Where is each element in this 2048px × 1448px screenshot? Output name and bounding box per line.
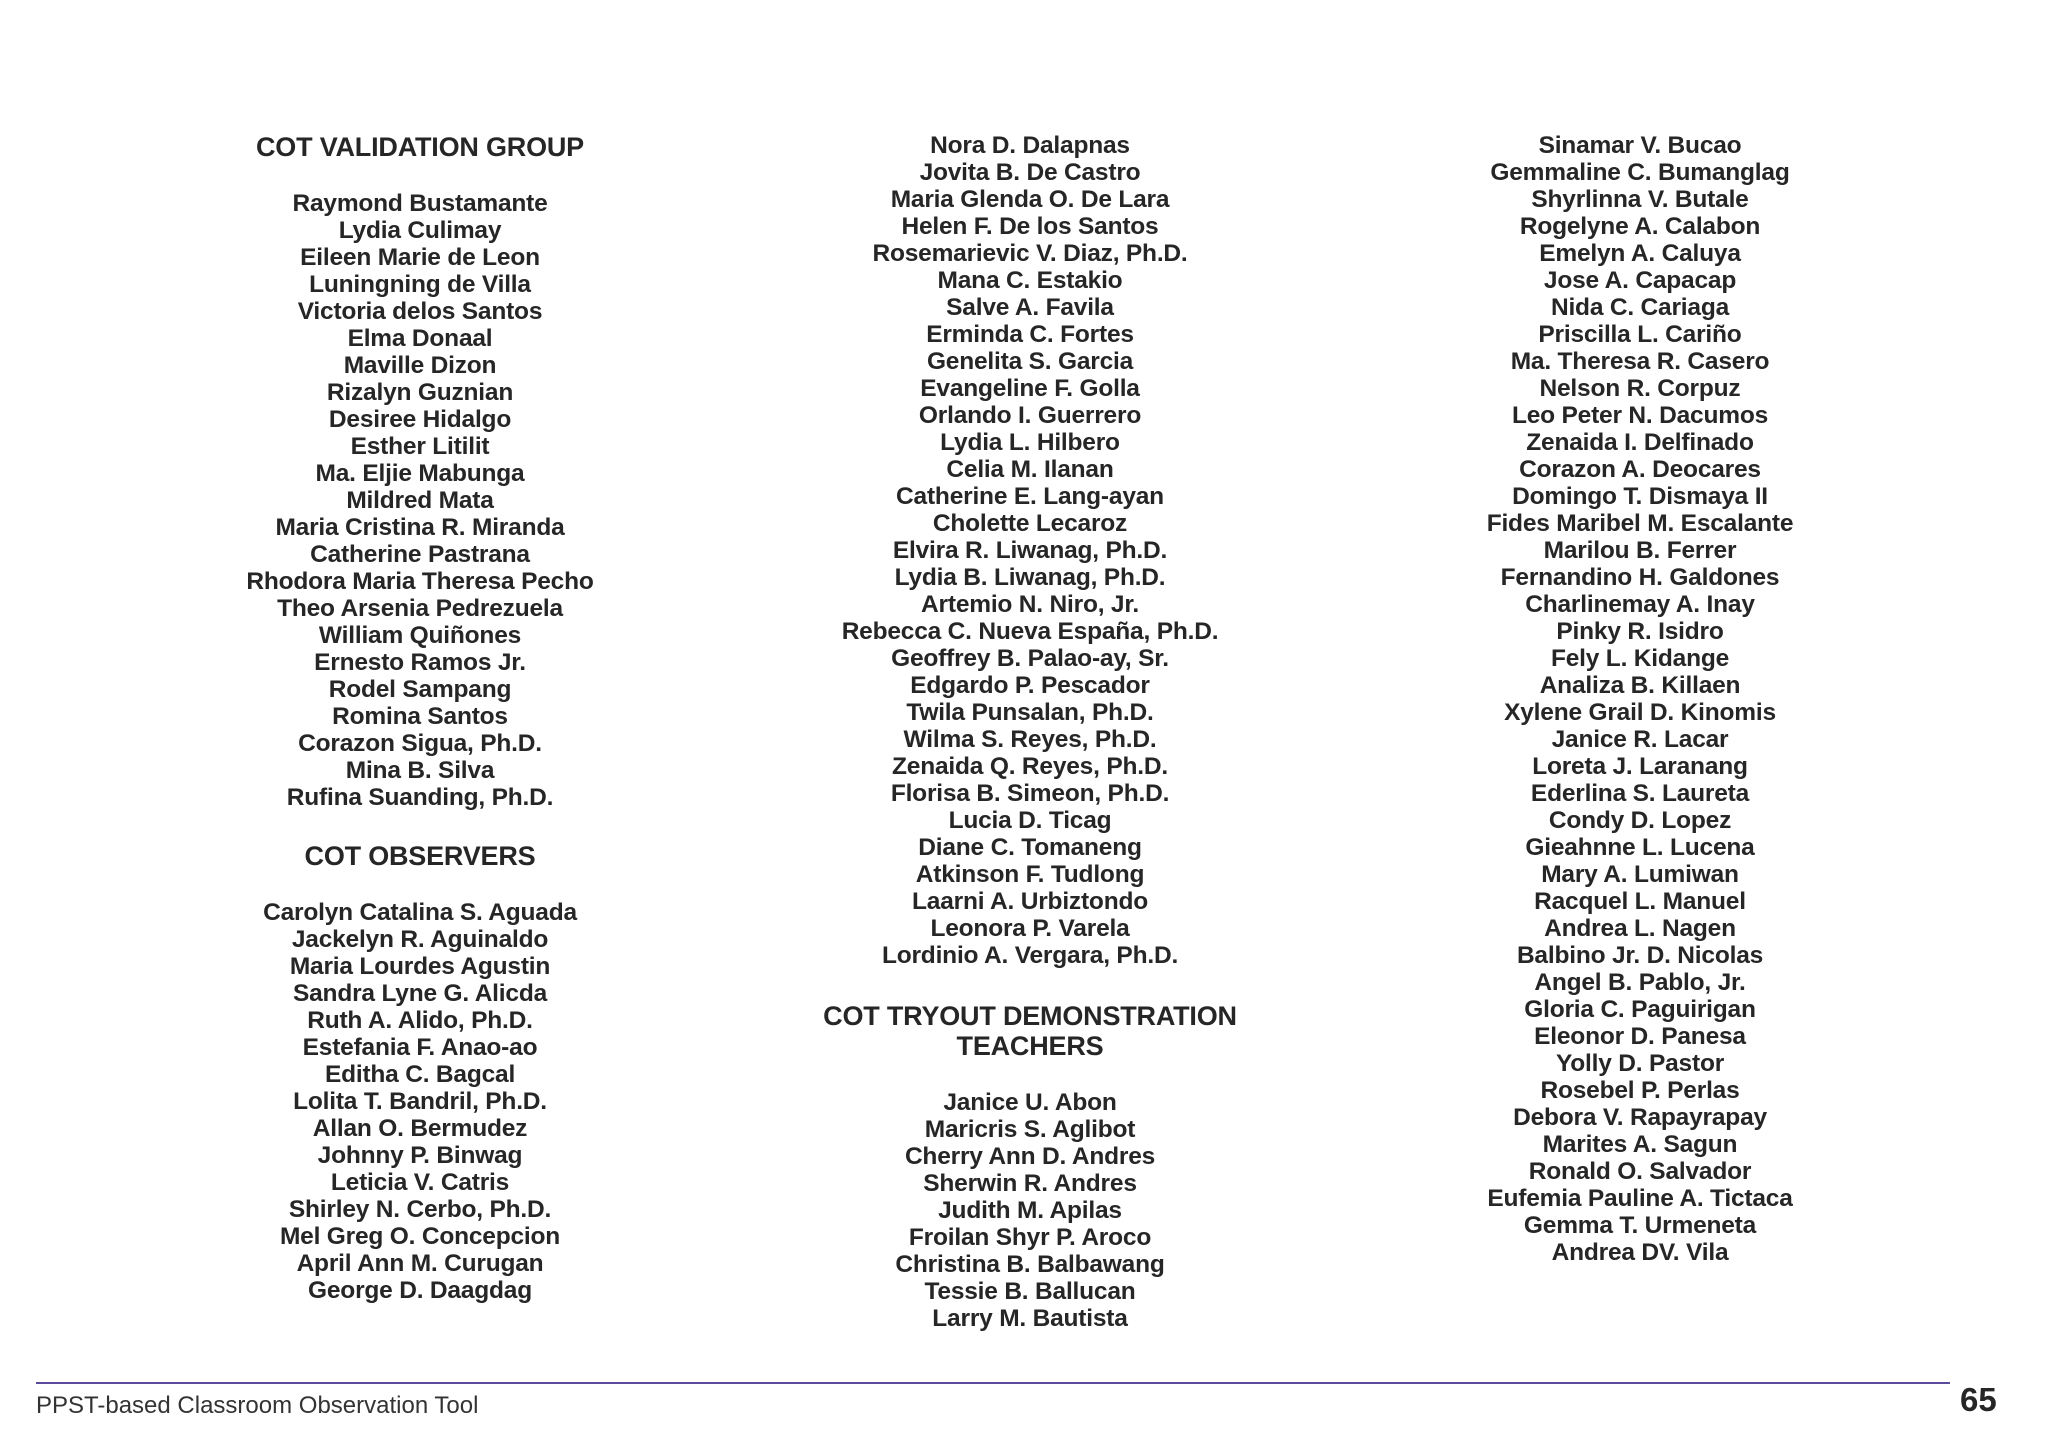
list-item: Salve A. Favila: [946, 294, 1114, 321]
list-item: Tessie B. Ballucan: [924, 1278, 1136, 1305]
list-item: Rosemarievic V. Diaz, Ph.D.: [872, 240, 1188, 267]
list-item: Yolly D. Pastor: [1555, 1050, 1725, 1077]
tryout-teachers-list: [810, 1089, 1250, 1332]
footer-document-title: PPST-based Classroom Observation Tool: [36, 1392, 479, 1419]
list-item: Analiza B. Killaen: [1539, 672, 1741, 699]
list-item: Rhodora Maria Theresa Pecho: [246, 568, 594, 595]
list-item: Ruth A. Alido, Ph.D.: [307, 1007, 533, 1034]
list-item: Rebecca C. Nueva España, Ph.D.: [841, 618, 1219, 645]
list-item: Sinamar V. Bucao: [1538, 132, 1742, 159]
observers-list: [230, 899, 610, 1304]
list-item: Ederlina S. Laureta: [1530, 780, 1750, 807]
list-item: Gemmaline C. Bumanglag: [1490, 159, 1790, 186]
list-item: Angel B. Pablo, Jr.: [1534, 969, 1746, 996]
list-item: Janice R. Lacar: [1551, 726, 1729, 753]
list-item: Fides Maribel M. Escalante: [1486, 510, 1794, 537]
list-item: Janice U. Abon: [943, 1089, 1117, 1116]
validation-group-list: [230, 190, 610, 811]
list-item: Helen F. De los Santos: [901, 213, 1159, 240]
list-item: Gieahnne L. Lucena: [1525, 834, 1755, 861]
list-item: Condy D. Lopez: [1548, 807, 1732, 834]
list-item: Cholette Lecaroz: [932, 510, 1128, 537]
list-item: Allan O. Bermudez: [312, 1115, 528, 1142]
list-item: Wilma S. Reyes, Ph.D.: [903, 726, 1157, 753]
list-item: April Ann M. Curugan: [296, 1250, 544, 1277]
list-item: Elvira R. Liwanag, Ph.D.: [892, 537, 1168, 564]
heading-observers: COT OBSERVERS: [304, 841, 536, 871]
list-item: Zenaida I. Delfinado: [1526, 429, 1754, 456]
list-item: Leonora P. Varela: [930, 915, 1130, 942]
list-item: Judith M. Apilas: [938, 1197, 1122, 1224]
list-item: Elma Donaal: [347, 325, 493, 352]
list-item: Diane C. Tomaneng: [918, 834, 1142, 861]
list-item: Domingo T. Dismaya II: [1512, 483, 1768, 510]
list-item: Debora V. Rapayrapay: [1513, 1104, 1767, 1131]
list-item: Leo Peter N. Dacumos: [1511, 402, 1769, 429]
list-item: Victoria delos Santos: [297, 298, 543, 325]
list-item: Jovita B. De Castro: [919, 159, 1141, 186]
observers-list-continued: [810, 132, 1250, 969]
list-item: Rodel Sampang: [328, 676, 512, 703]
list-item: Marites A. Sagun: [1542, 1131, 1738, 1158]
list-item: Christina B. Balbawang: [895, 1251, 1165, 1278]
list-item: Charlinemay A. Inay: [1525, 591, 1755, 618]
list-item: Rogelyne A. Calabon: [1519, 213, 1761, 240]
list-item: Ma. Eljie Mabunga: [315, 460, 525, 487]
list-item: Editha C. Bagcal: [324, 1061, 516, 1088]
list-item: Sandra Lyne G. Alicda: [292, 980, 548, 1007]
list-item: Carolyn Catalina S. Aguada: [263, 899, 577, 926]
list-item: Ronald O. Salvador: [1528, 1158, 1752, 1185]
list-item: Zenaida Q. Reyes, Ph.D.: [892, 753, 1168, 780]
list-item: Sherwin R. Andres: [923, 1170, 1137, 1197]
list-item: Johnny P. Binwag: [317, 1142, 523, 1169]
list-item: Emelyn A. Caluya: [1539, 240, 1741, 267]
list-item: Ma. Theresa R. Casero: [1510, 348, 1770, 375]
list-item: Catherine Pastrana: [310, 541, 530, 568]
list-item: Shyrlinna V. Butale: [1531, 186, 1749, 213]
list-item: Jose A. Capacap: [1543, 267, 1737, 294]
list-item: Erminda C. Fortes: [926, 321, 1134, 348]
list-item: Lydia L. Hilbero: [940, 429, 1120, 456]
tryout-teachers-list-continued: [1440, 132, 1840, 1266]
list-item: Eileen Marie de Leon: [300, 244, 540, 271]
list-item: Nelson R. Corpuz: [1539, 375, 1741, 402]
list-item: Eufemia Pauline A. Tictaca: [1487, 1185, 1793, 1212]
list-item: Jackelyn R. Aguinaldo: [291, 926, 549, 953]
list-item: Nida C. Cariaga: [1550, 294, 1730, 321]
list-item: Evangeline F. Golla: [920, 375, 1140, 402]
list-item: Priscilla L. Cariño: [1538, 321, 1742, 348]
list-item: Loreta J. Laranang: [1532, 753, 1748, 780]
list-item: Larry M. Bautista: [932, 1305, 1128, 1332]
list-item: Lolita T. Bandril, Ph.D.: [293, 1088, 547, 1115]
list-item: Ernesto Ramos Jr.: [314, 649, 526, 676]
list-item: Edgardo P. Pescador: [910, 672, 1150, 699]
list-item: Andrea DV. Vila: [1551, 1239, 1729, 1266]
list-item: Corazon A. Deocares: [1519, 456, 1761, 483]
list-item: Romina Santos: [332, 703, 508, 730]
list-item: Orlando I. Guerrero: [918, 402, 1142, 429]
list-item: Fernandino H. Galdones: [1500, 564, 1780, 591]
list-item: Mildred Mata: [346, 487, 494, 514]
page-number: 65: [1960, 1381, 1997, 1418]
list-item: Rosebel P. Perlas: [1540, 1077, 1740, 1104]
list-item: Gemma T. Urmeneta: [1523, 1212, 1757, 1239]
list-item: Marilou B. Ferrer: [1543, 537, 1737, 564]
column-right: [1440, 132, 1840, 1266]
list-item: Corazon Sigua, Ph.D.: [298, 730, 542, 757]
list-item: Maville Dizon: [343, 352, 497, 379]
list-item: Mel Greg O. Concepcion: [279, 1223, 561, 1250]
list-item: Catherine E. Lang-ayan: [896, 483, 1164, 510]
list-item: Geoffrey B. Palao-ay, Sr.: [891, 645, 1169, 672]
list-item: Luningning de Villa: [309, 271, 531, 298]
list-item: Fely L. Kidange: [1550, 645, 1730, 672]
list-item: Mina B. Silva: [345, 757, 495, 784]
list-item: Pinky R. Isidro: [1556, 618, 1724, 645]
heading-tryout-teachers: COT TRYOUT DEMONSTRATION TEACHERS: [823, 1001, 1237, 1061]
list-item: Shirley N. Cerbo, Ph.D.: [288, 1196, 552, 1223]
list-item: Xylene Grail D. Kinomis: [1504, 699, 1776, 726]
list-item: Artemio N. Niro, Jr.: [921, 591, 1139, 618]
list-item: Rufina Suanding, Ph.D.: [286, 784, 554, 811]
list-item: Leticia V. Catris: [330, 1169, 510, 1196]
list-item: Maricris S. Aglibot: [924, 1116, 1136, 1143]
list-item: Florisa B. Simeon, Ph.D.: [890, 780, 1170, 807]
list-item: Nora D. Dalapnas: [930, 132, 1130, 159]
list-item: Balbino Jr. D. Nicolas: [1516, 942, 1764, 969]
list-item: Eleonor D. Panesa: [1534, 1023, 1746, 1050]
list-item: Desiree Hidalgo: [328, 406, 512, 433]
list-item: Theo Arsenia Pedrezuela: [277, 595, 563, 622]
list-item: Lydia B. Liwanag, Ph.D.: [894, 564, 1166, 591]
list-item: Maria Glenda O. De Lara: [890, 186, 1170, 213]
list-item: Atkinson F. Tudlong: [915, 861, 1145, 888]
list-item: Mary A. Lumiwan: [1541, 861, 1739, 888]
list-item: Lucia D. Ticag: [948, 807, 1112, 834]
column-middle: [810, 132, 1250, 1332]
list-item: William Quiñones: [318, 622, 522, 649]
list-item: Gloria C. Paguirigan: [1524, 996, 1756, 1023]
list-item: Froilan Shyr P. Aroco: [908, 1224, 1152, 1251]
list-item: Maria Cristina R. Miranda: [275, 514, 565, 541]
list-item: Estefania F. Anao-ao: [302, 1034, 538, 1061]
list-item: Raymond Bustamante: [292, 190, 548, 217]
footer-divider: [36, 1382, 1950, 1384]
list-item: Lydia Culimay: [338, 217, 502, 244]
list-item: Cherry Ann D. Andres: [904, 1143, 1156, 1170]
list-item: Lordinio A. Vergara, Ph.D.: [881, 942, 1179, 969]
heading-validation-group: COT VALIDATION GROUP: [256, 132, 584, 162]
list-item: Laarni A. Urbiztondo: [912, 888, 1148, 915]
list-item: Maria Lourdes Agustin: [289, 953, 551, 980]
list-item: Mana C. Estakio: [937, 267, 1123, 294]
list-item: Twila Punsalan, Ph.D.: [906, 699, 1154, 726]
column-left: [230, 132, 610, 1304]
list-item: Genelita S. Garcia: [926, 348, 1134, 375]
list-item: Racquel L. Manuel: [1534, 888, 1746, 915]
list-item: Esther Litilit: [350, 433, 490, 460]
list-item: George D. Daagdag: [308, 1277, 532, 1304]
list-item: Rizalyn Guznian: [326, 379, 514, 406]
list-item: Celia M. Ilanan: [946, 456, 1114, 483]
list-item: Andrea L. Nagen: [1544, 915, 1736, 942]
